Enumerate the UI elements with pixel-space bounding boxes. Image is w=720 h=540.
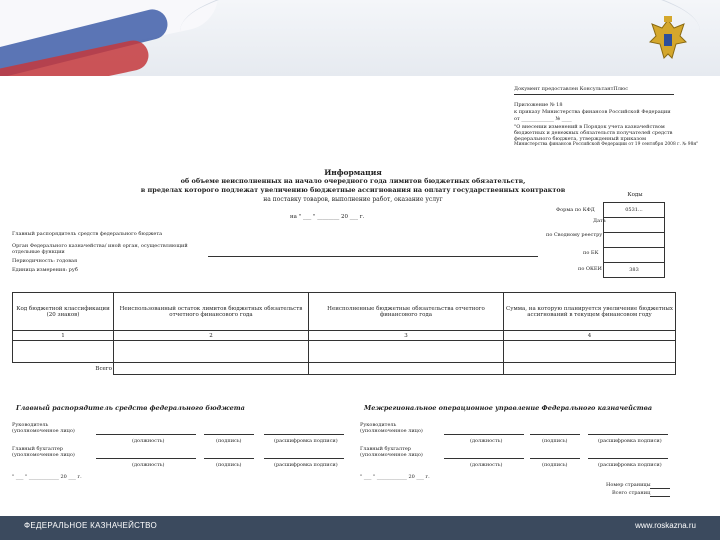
code-label-form: Форма по КФД (556, 207, 595, 213)
consultant-note: Документ предоставлен КонсультантПлюс (514, 86, 629, 92)
left-label-ofk: Орган Федерального казначейства/ иной орган, осуществляющий (12, 243, 188, 249)
sig-right-head: Руководитель (уполномоченное лицо) (360, 422, 423, 434)
table-cell (504, 341, 676, 363)
col-num-4: 4 (504, 331, 676, 341)
footer-website: www.roskazna.ru (635, 521, 696, 530)
sig-right-caption-position-2: (должность) (470, 462, 503, 468)
col-num-3: 3 (309, 331, 504, 341)
double-headed-eagle-emblem-icon (648, 14, 688, 66)
sig-left-caption-position-2: (должность) (132, 462, 165, 468)
doc-subtitle-1: об объеме неисполненных на начало очередного года лимитов бюджетных обязательств, (180, 177, 526, 185)
code-okei: 383 (604, 263, 665, 278)
table-cell (504, 363, 676, 375)
total-pages-label: Всего страниц (612, 490, 651, 496)
code-label-bk: по БК (583, 250, 599, 256)
col-header-increase: Сумма, на которую планируется увеличение бюджетных ассигнований в текущем финансовом году (504, 293, 676, 331)
sig-left-caption-position: (должность) (132, 438, 165, 444)
sig-left-caption-name: (расшифровка подписи) (274, 438, 338, 444)
left-label-functions: отдельные функции (12, 249, 65, 255)
code-label-registry: по Сводному реестру (546, 232, 603, 238)
doc-title: Информация (324, 168, 382, 177)
sig-left-caption-signature-2: (подпись) (216, 462, 242, 468)
col-header-code: Код бюджетной классификации (20 знаков) (13, 293, 114, 331)
code-form: 0531... (604, 203, 665, 218)
sig-left-date: " ___ " ____________ 20 ___ г. (12, 474, 82, 480)
main-table (12, 292, 676, 375)
sig-left-head: Руководитель (уполномоченное лицо) (12, 422, 75, 434)
header-banner (0, 0, 720, 76)
appendix-line-7: Министерства финансов Российской Федерации от 19 сентября 2008 г. № 98н" (514, 142, 699, 147)
table-cell (309, 363, 504, 375)
doc-subtitle-2: в пределах которого подлежат увеличению бюджетные ассигнования на оплату государственных контрактов (140, 186, 566, 194)
left-label-grbs: Главный распорядитель средств федерального бюджета (12, 231, 163, 237)
sig-left-caption-signature: (подпись) (216, 438, 242, 444)
codes-table (603, 202, 665, 278)
document-page (8, 80, 698, 510)
footer-bar (0, 516, 720, 540)
sig-right-caption-signature-2: (подпись) (542, 462, 568, 468)
sig-left-accountant: Главный бухгалтер (уполномоченное лицо) (12, 446, 75, 458)
sig-left-title: Главный распорядитель средств федерального бюджета (16, 404, 245, 412)
left-label-unit: Единица измерения: руб (12, 267, 78, 273)
left-label-periodicity: Периодичность: годовая (12, 258, 78, 264)
doc-subtitle-3: на поставку товаров, выполнение работ, оказание услуг (263, 196, 443, 203)
footer-org-name: ФЕДЕРАЛЬНОЕ КАЗНАЧЕЙСТВО (24, 521, 158, 530)
appendix-line-3: от _____________ № ____ (514, 116, 572, 122)
code-label-okei: по ОКЕИ (578, 266, 602, 272)
appendix-line-6: федерального бюджета, утвержденный приказом (514, 136, 646, 142)
sig-right-caption-name: (расшифровка подписи) (598, 438, 662, 444)
total-label: Всего (95, 365, 112, 372)
sig-right-caption-position: (должность) (470, 438, 503, 444)
codes-header: Коды (627, 192, 643, 198)
table-cell (13, 341, 114, 363)
code-registry (604, 233, 665, 248)
table-cell (114, 341, 309, 363)
appendix-line-4: "О внесении изменений в Порядок учета казначейством (514, 124, 665, 130)
page-number-label: Номер страницы (606, 482, 651, 488)
table-cell (309, 341, 504, 363)
code-date (604, 218, 665, 233)
appendix-line-5: бюджетных и денежных обязательств получателей средств (514, 130, 673, 136)
report-date: на " ___ " ________ 20 ___ г. (290, 214, 365, 220)
col-num-2: 2 (114, 331, 309, 341)
code-bk (604, 248, 665, 263)
decorative-wave (180, 0, 700, 76)
sig-right-accountant: Главный бухгалтер (уполномоченное лицо) (360, 446, 423, 458)
col-header-unused-limits: Неиспользованный остаток лимитов бюджетных обязательств отчетного финансового года (114, 293, 309, 331)
sig-right-caption-signature: (подпись) (542, 438, 568, 444)
code-label-date: Дата (593, 218, 606, 224)
appendix-line-2: к приказу Министерства финансов Российской Федерации (514, 109, 671, 115)
appendix-line-1: Приложение № 18 (514, 102, 563, 108)
col-header-unfulfilled: Неисполненные бюджетные обязательства отчетного финансового года (309, 293, 504, 331)
sig-right-title: Межрегиональное операционное управление Федерального казначейства (364, 404, 653, 412)
sig-left-caption-name-2: (расшифровка подписи) (274, 462, 338, 468)
sig-right-date: " ___ " ____________ 20 ___ г. (360, 474, 430, 480)
table-cell (114, 363, 309, 375)
col-num-1: 1 (13, 331, 114, 341)
sig-right-caption-name-2: (расшифровка подписи) (598, 462, 662, 468)
